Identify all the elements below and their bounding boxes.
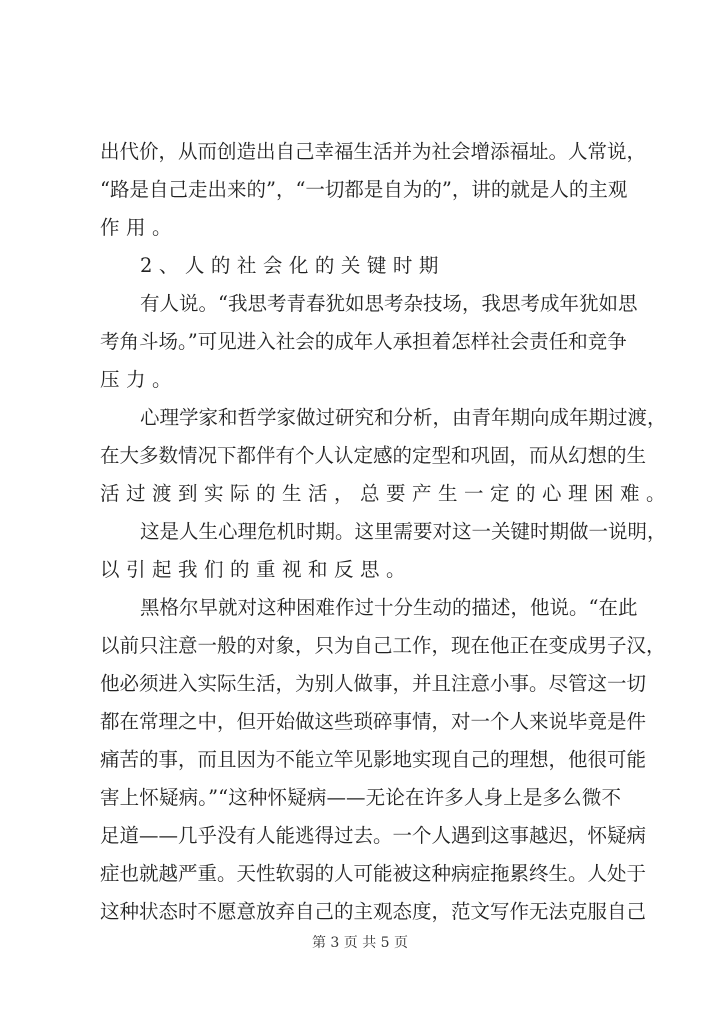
page-number-footer: 第 3 页 共 5 页: [311, 935, 409, 951]
text-line: 心理学家和哲学家做过研究和分析，由青年期向成年期过渡，: [140, 406, 667, 429]
text-line: 活过渡到实际的生活，总要产生一定的心理困难。: [100, 482, 673, 505]
text-line: “路是自己走出来的”，“一切都是自为的”，讲的就是人的主观: [100, 178, 628, 201]
text-line: 症也就越严重。天性软弱的人可能被这种病症拖累终生。人处于: [100, 862, 647, 885]
text-line: 2、人的社会化的关键时期: [140, 254, 445, 277]
text-line: 在大多数情况下都伴有个人认定感的定型和巩固，而从幻想的生: [100, 444, 647, 467]
text-line: 以前只注意一般的对象，只为自己工作，现在他正在变成男子汉，: [100, 634, 666, 657]
text-line: 痛苦的事，而且因为不能立竿见影地实现自己的理想，他很可能: [100, 748, 647, 771]
text-line: 有人说。“我思考青春犹如思考杂技场，我思考成年犹如思: [140, 292, 638, 315]
text-line: 害上怀疑病。”“这种怀疑病——无论在许多人身上是多么微不: [100, 786, 621, 809]
text-line: 这种状态时不愿意放弃自己的主观态度，范文写作无法克服自己: [100, 900, 647, 923]
document-body: [100, 133, 673, 931]
text-line: 都在常理之中，但开始做这些琐碎事情，对一个人来说毕竟是件: [100, 710, 647, 733]
text-line: 压力。: [100, 368, 179, 391]
text-line: 出代价，从而创造出自己幸福生活并为社会增添福址。人常说，: [100, 140, 647, 163]
text-line: 这是人生心理危机时期。这里需要对这一关键时期做一说明，: [140, 520, 667, 543]
text-line: 以引起我们的重视和反思。: [100, 558, 413, 581]
text-line: 黑格尔早就对这种困难作过十分生动的描述，他说。“在此: [140, 596, 638, 619]
text-line: 考角斗场。”可见进入社会的成年人承担着怎样社会责任和竞争: [100, 330, 627, 353]
text-line: 足道——几乎没有人能逃得过去。一个人遇到这事越迟，怀疑病: [100, 824, 647, 847]
text-line: 作用。: [100, 216, 179, 239]
text-line: 他必须进入实际生活，为别人做事，并且注意小事。尽管这一切: [100, 672, 647, 695]
